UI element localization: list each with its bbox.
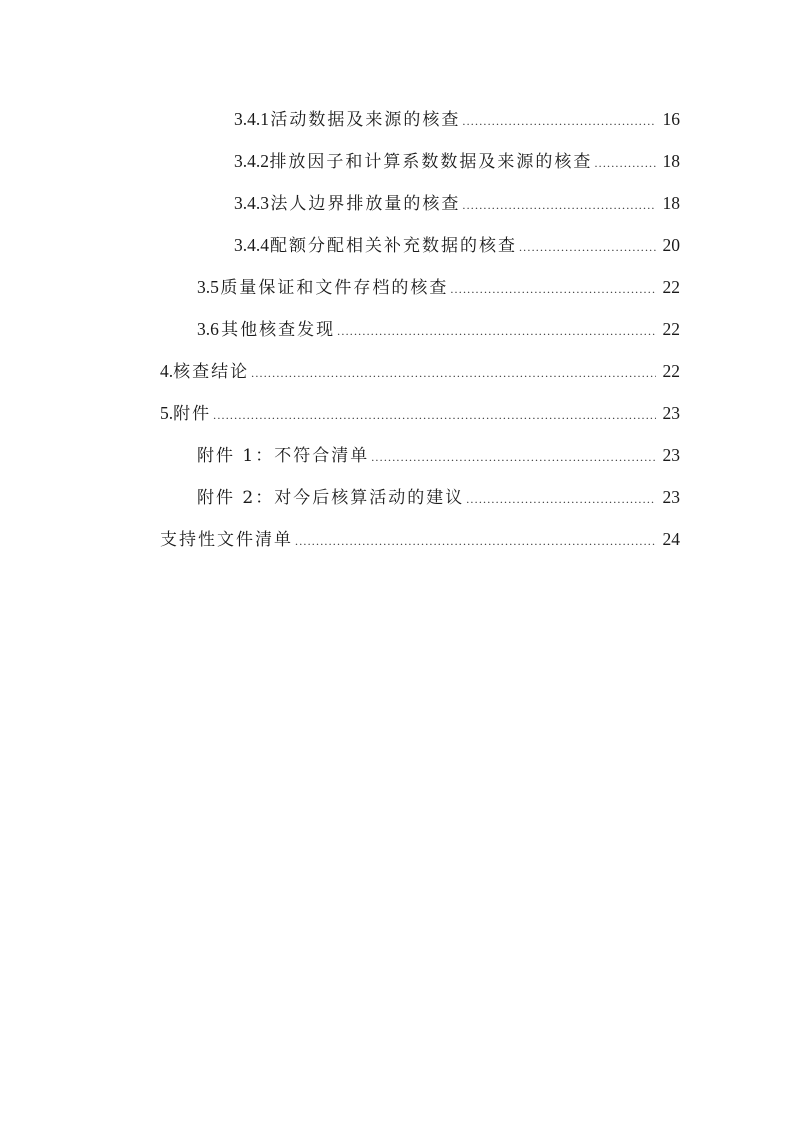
toc-entry-number: 3.6 <box>197 319 219 339</box>
toc-entry-title: 附件 <box>173 404 212 424</box>
toc-entry-number: 3.4.2 <box>234 151 269 171</box>
toc-entry-title: 质量保证和文件存档的核查 <box>220 278 449 298</box>
toc-entry-3-4-3[interactable] <box>234 188 680 218</box>
toc-entry-page: 23 <box>662 445 680 465</box>
toc-entry-title: 附件 2：对今后核算活动的建议 <box>197 488 465 508</box>
dot-leader <box>466 484 656 514</box>
toc-entry-appendix-1[interactable] <box>197 440 680 470</box>
toc-entry-page: 20 <box>662 235 680 255</box>
toc-entry-number: 3.4.1 <box>234 109 269 129</box>
toc-entry-title: 核查结论 <box>173 362 250 382</box>
dot-leader <box>462 106 656 136</box>
dot-leader <box>337 316 656 346</box>
toc-entry-page: 22 <box>662 319 680 339</box>
toc-entry-page: 24 <box>662 529 680 549</box>
dot-leader <box>295 526 656 556</box>
toc-entry-number: 5. <box>160 403 174 423</box>
toc-entry-3-6[interactable] <box>197 314 680 344</box>
toc-entry-page: 22 <box>662 277 680 297</box>
toc-entry-page: 22 <box>662 361 680 381</box>
toc-entry-number: 3.5 <box>197 277 219 297</box>
toc-entry-appendix-2[interactable] <box>197 482 680 512</box>
toc-entry-4[interactable] <box>160 356 680 386</box>
toc-entry-number: 3.4.3 <box>234 193 269 213</box>
toc-entry-3-4-1[interactable] <box>234 104 680 134</box>
toc-entry-5[interactable] <box>160 398 680 428</box>
toc-entry-number: 4. <box>160 361 174 381</box>
toc-entry-supporting-documents[interactable] <box>160 524 680 554</box>
dot-leader <box>519 232 656 262</box>
dot-leader <box>450 274 656 304</box>
toc-entry-title: 配额分配相关补充数据的核查 <box>269 236 517 256</box>
toc-entry-title: 法人边界排放量的核查 <box>270 194 461 214</box>
dot-leader <box>594 148 656 178</box>
toc-entry-number: 3.4.4 <box>234 235 269 255</box>
toc-entry-title: 活动数据及来源的核查 <box>270 110 461 130</box>
dot-leader <box>213 400 656 430</box>
toc-entry-page: 16 <box>662 109 680 129</box>
toc-entry-title: 支持性文件清单 <box>160 530 293 550</box>
toc-entry-title: 附件 1：不符合清单 <box>197 446 370 466</box>
toc-entry-page: 23 <box>662 487 680 507</box>
toc-entry-title: 排放因子和计算系数数据及来源的核查 <box>269 152 593 172</box>
toc-entry-page: 23 <box>662 403 680 423</box>
toc-entry-page: 18 <box>662 193 680 213</box>
toc-entry-3-5[interactable] <box>197 272 680 302</box>
dot-leader <box>462 190 656 220</box>
toc-entry-3-4-4[interactable] <box>234 230 680 260</box>
toc-entry-3-4-2[interactable] <box>234 146 680 176</box>
dot-leader <box>251 358 656 388</box>
dot-leader <box>371 442 656 472</box>
toc-entry-page: 18 <box>662 151 680 171</box>
toc-entry-title: 其他核查发现 <box>221 320 336 340</box>
